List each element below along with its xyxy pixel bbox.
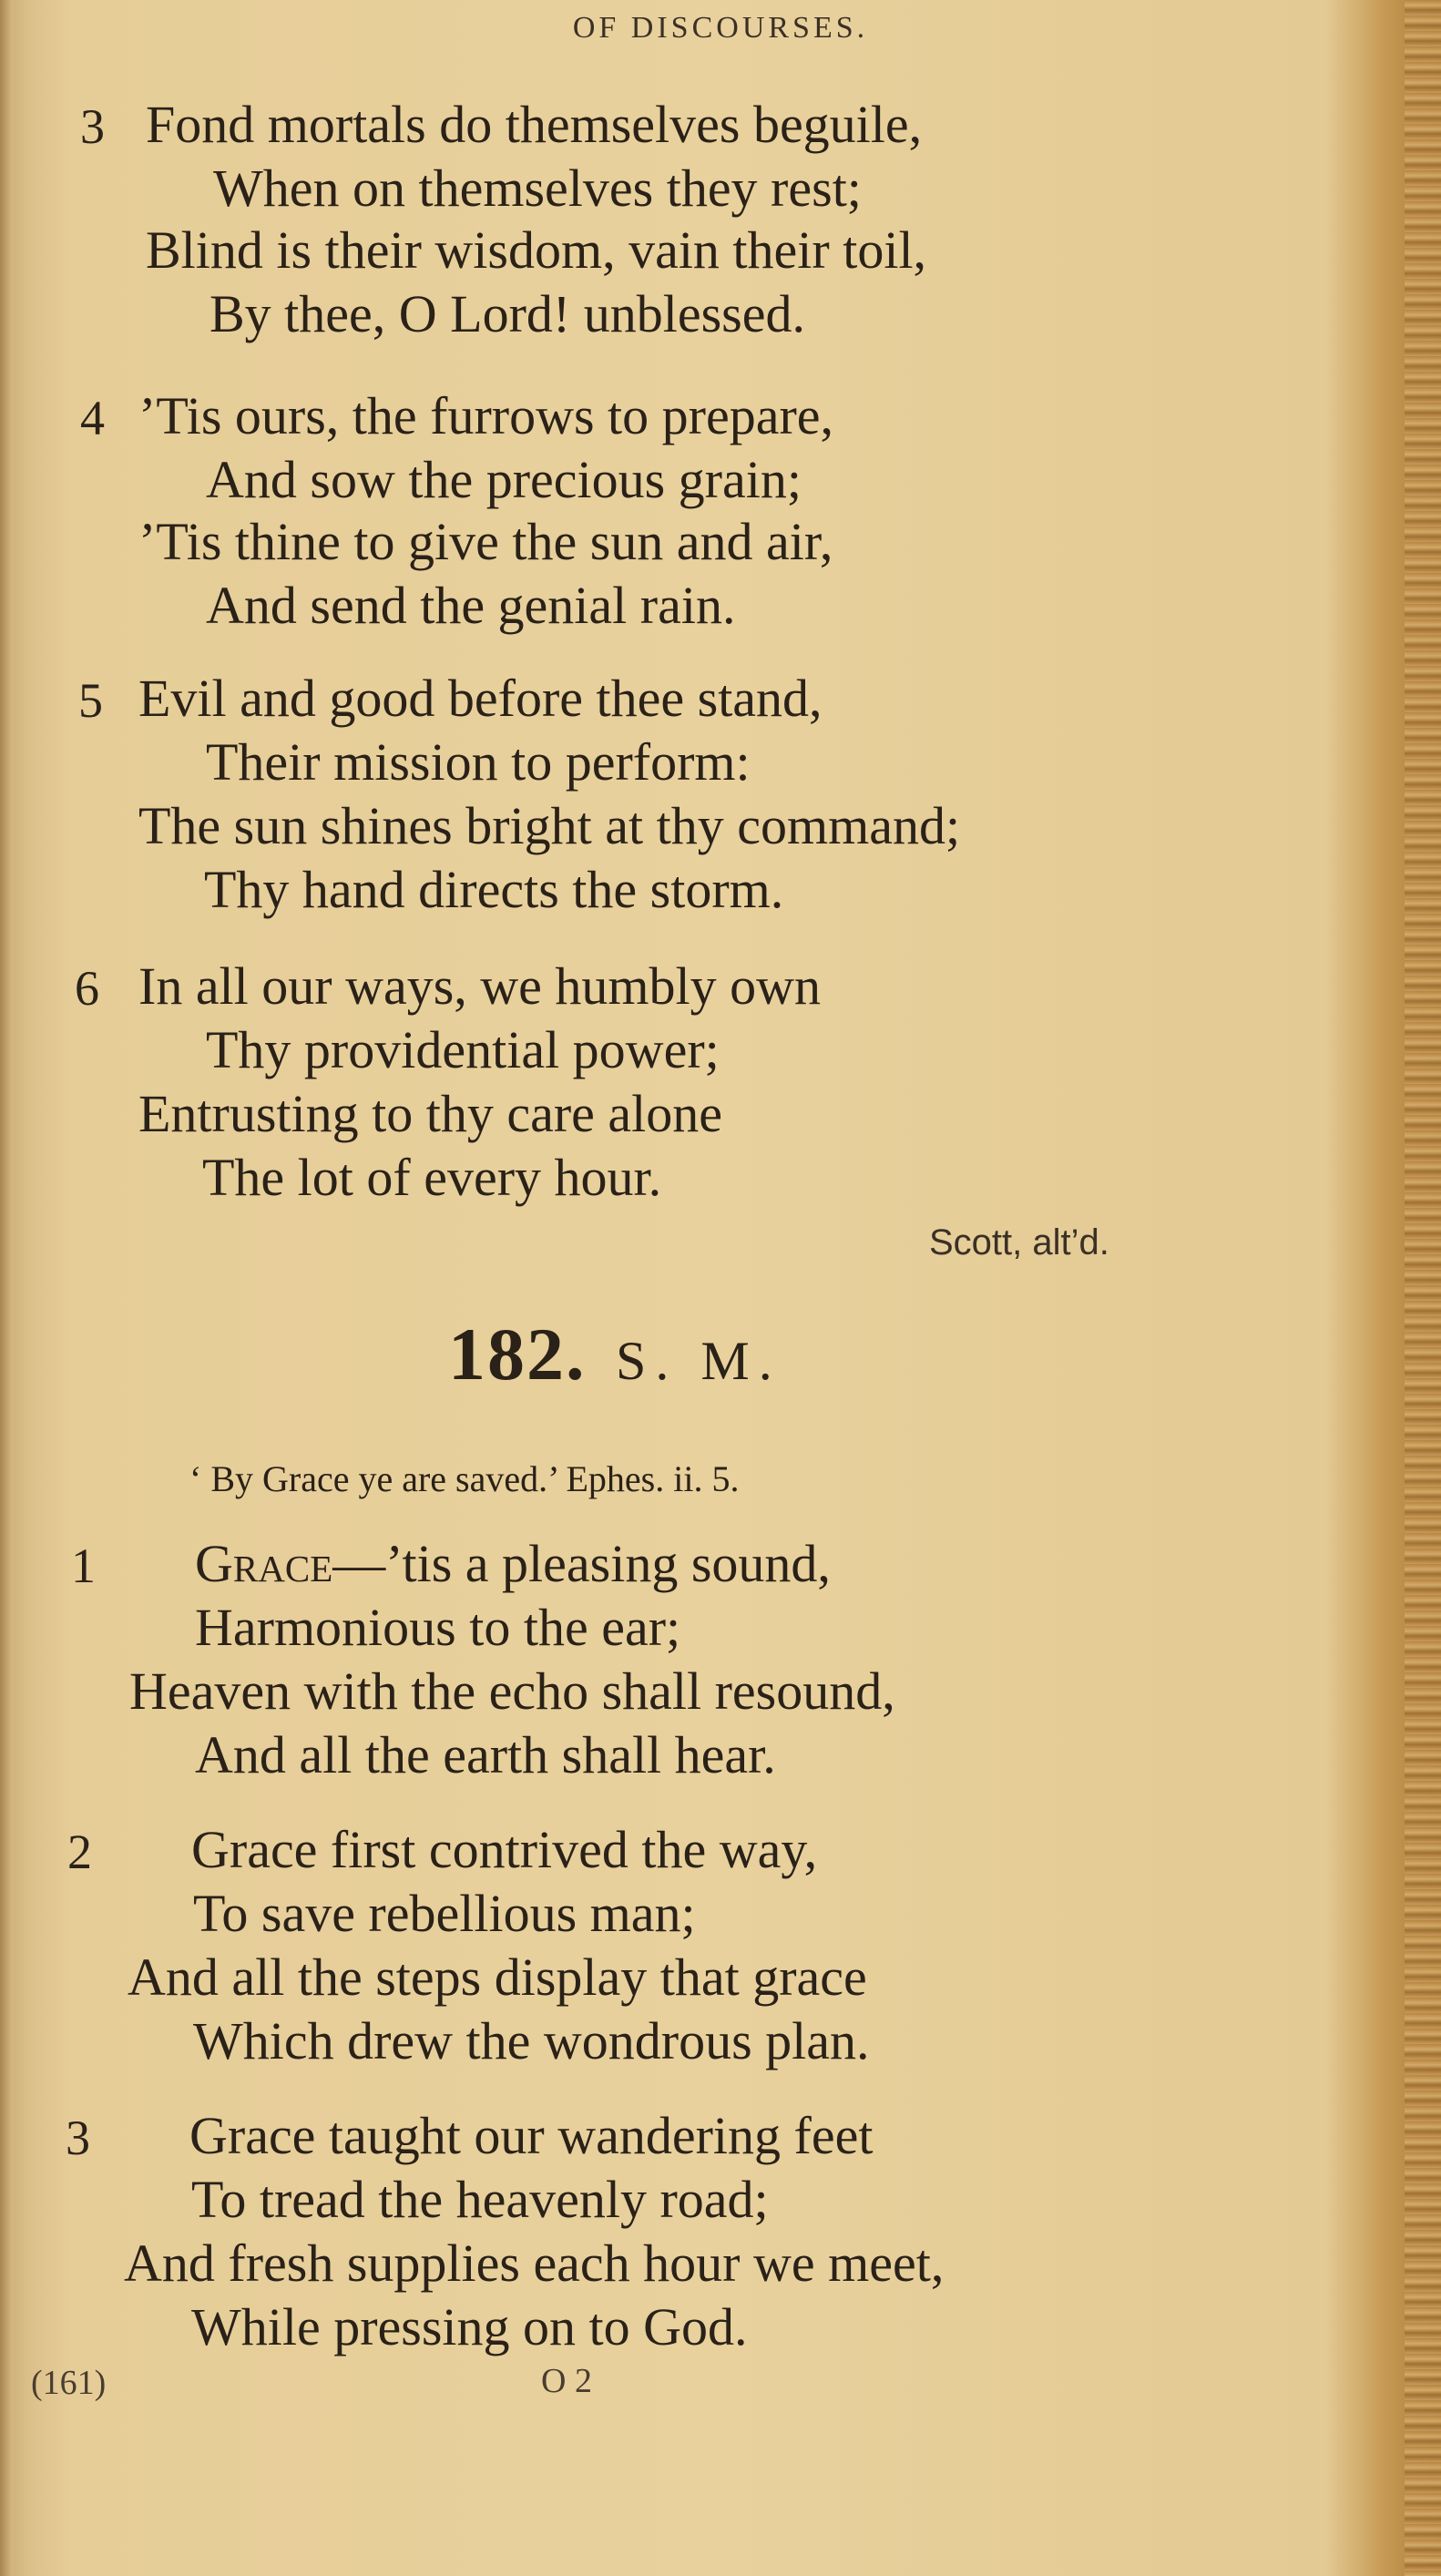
page-gutter [0, 0, 13, 2576]
verse-line: ’Tis thine to give the sun and air, [138, 512, 833, 571]
verse-line [195, 1534, 831, 1593]
verse-line: To tread the heavenly road; [191, 2170, 769, 2229]
verse-line: Thy hand directs the storm. [204, 860, 784, 919]
verse-line: Their mission to perform: [206, 732, 751, 792]
verse-line: And sow the precious grain; [206, 450, 802, 509]
stanza-number: 2 [67, 1825, 92, 1879]
verse-line: While pressing on to God. [191, 2297, 748, 2356]
page-reference: (161) [31, 2364, 107, 2402]
verse-line: In all our ways, we humbly own [138, 956, 822, 1016]
stanza-number: 3 [66, 2111, 90, 2165]
epigraph: ‘ By Grace ye are saved.’ Ephes. ii. 5. [189, 1458, 740, 1499]
first-word: Grace [195, 1534, 333, 1593]
verse-line: And all the steps display that grace [128, 1947, 867, 2007]
hymn-number: 182. [448, 1313, 587, 1395]
stanza-number: 5 [78, 673, 103, 728]
verse-line: Blind is their wisdom, vain their toil, [146, 220, 927, 280]
stanza-number: 3 [80, 99, 105, 154]
stanza-number: 4 [80, 391, 105, 445]
page-edge [1405, 0, 1441, 2576]
verse-line: Thy providential power; [206, 1020, 720, 1079]
verse-line: Harmonious to the ear; [195, 1598, 681, 1657]
verse-line: Fond mortals do themselves beguile, [146, 95, 923, 154]
verse-line: And all the earth shall hear. [195, 1725, 776, 1784]
attribution: Scott, alt’d. [929, 1222, 1109, 1262]
verse-line: Grace taught our wandering feet [189, 2106, 874, 2165]
verse-line: Evil and good before thee stand, [138, 669, 823, 728]
verse-line: Grace first contrived the way, [191, 1820, 818, 1879]
verse-line-rest: —’tis a pleasing sound, [332, 1534, 831, 1593]
hymn-meter: S. M. [616, 1331, 782, 1391]
verse-line: Entrusting to thy care alone [138, 1084, 723, 1143]
verse-line: And fresh supplies each hour we meet, [124, 2234, 945, 2293]
verse-line: To save rebellious man; [193, 1884, 696, 1943]
verse-line: By thee, O Lord! unblessed. [210, 284, 805, 343]
stanza-number: 6 [75, 961, 99, 1016]
running-head: OF DISCOURSES. [572, 11, 869, 45]
verse-line: The sun shines bright at thy command; [138, 796, 961, 855]
verse-line: ’Tis ours, the furrows to prepare, [138, 386, 834, 445]
stanza-number: 1 [71, 1538, 96, 1593]
verse-line: Heaven with the echo shall resound, [129, 1661, 895, 1721]
verse-line: Which drew the wondrous plan. [193, 2011, 870, 2070]
verse-line: When on themselves they rest; [213, 158, 862, 218]
verse-line: And send the genial rain. [206, 576, 736, 635]
signature-mark: O 2 [541, 2362, 592, 2400]
verse-line: The lot of every hour. [202, 1148, 662, 1207]
